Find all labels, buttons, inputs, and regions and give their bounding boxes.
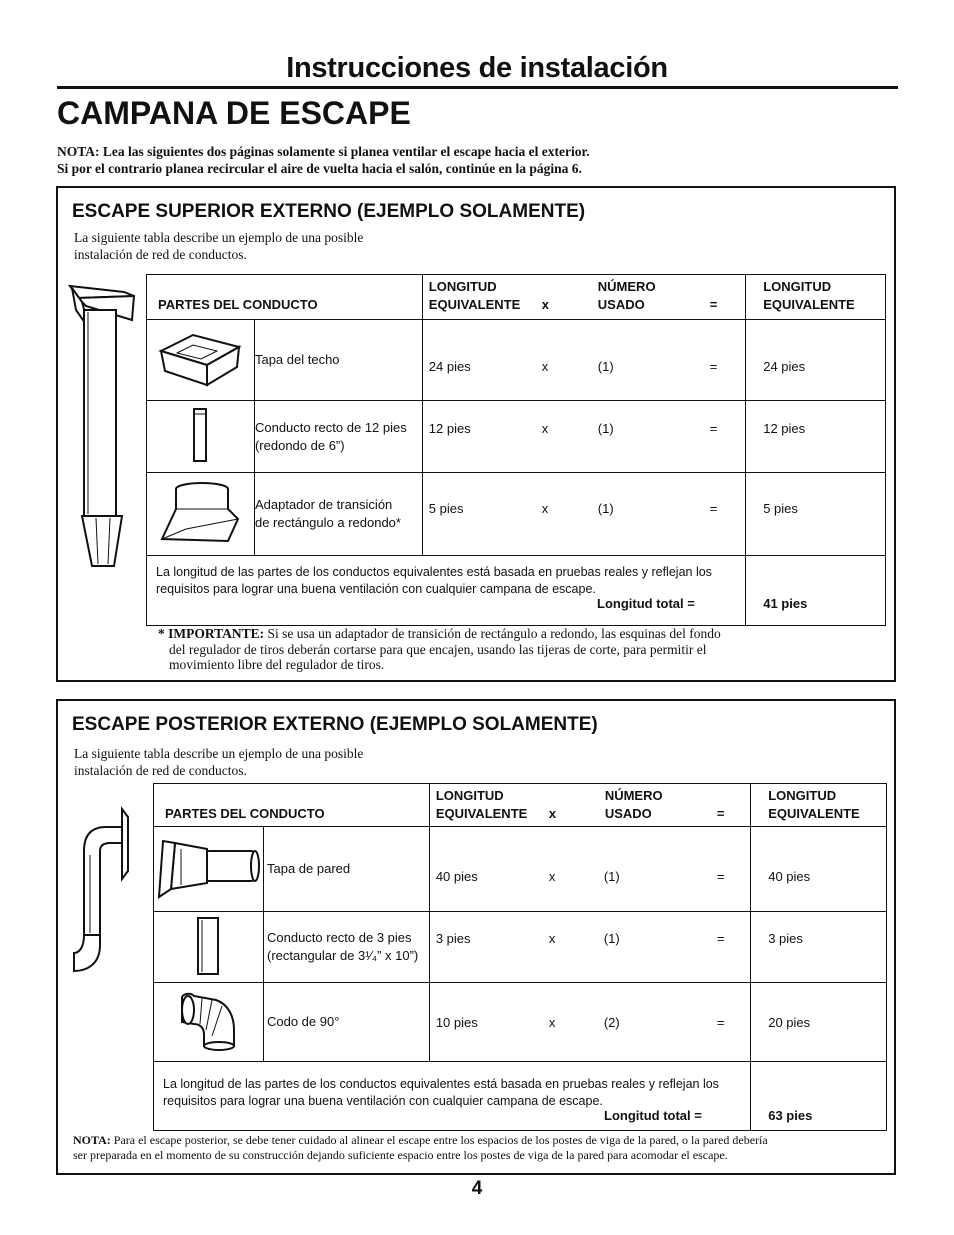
top-section-title: ESCAPE SUPERIOR EXTERNO (EJEMPLO SOLAMENTE) <box>72 201 586 222</box>
equiv-length: 3 pies <box>435 931 471 946</box>
row-total: 24 pies <box>763 359 806 374</box>
rear-duct-table <box>153 783 887 1131</box>
transition-adapter-icon <box>158 479 242 547</box>
table-row <box>147 320 886 401</box>
top-duct-table <box>146 274 886 626</box>
table-row <box>154 983 887 1062</box>
important-label: * IMPORTANTE: <box>158 626 265 641</box>
col-x-header: x <box>548 806 557 821</box>
wall-exhaust-assembly-icon <box>70 805 134 975</box>
footnote-line-2: requisitos para lograr una buena ventilación con cualquier campana de escape. <box>163 1094 603 1108</box>
table-row <box>154 912 887 983</box>
equals-sign: = <box>716 1015 725 1030</box>
part-description <box>254 473 422 556</box>
row-total: 3 pies <box>768 931 803 946</box>
equiv-length: 24 pies <box>428 359 471 374</box>
important-line-3: movimiento libre del regulador de tiros. <box>169 657 385 672</box>
important-line-1: Si se usa un adaptador de transición de rectángulo a redondo, las esquinas del fondo <box>264 626 721 641</box>
number-used: (1) <box>603 931 620 946</box>
equiv-length: 40 pies <box>435 869 478 884</box>
rect-duct-icon <box>194 914 222 978</box>
part-desc-line-1: Conducto recto de 3 pies <box>266 930 412 945</box>
top-intro-line-2: instalación de red de conductos. <box>74 247 247 262</box>
col-parts-header: PARTES DEL CONDUCTO <box>158 297 318 312</box>
rear-exhaust-section <box>56 699 896 1175</box>
rear-intro-line-1: La siguiente tabla describe un ejemplo de una posible <box>74 746 364 761</box>
col-number-header-1: NÚMERO <box>604 788 663 803</box>
table-header-row <box>154 784 887 827</box>
roof-exhaust-assembly-icon <box>66 280 140 570</box>
rear-section-title: ESCAPE POSTERIOR EXTERNO (EJEMPLO SOLAMENTE) <box>72 714 598 735</box>
elbow-icon <box>176 990 240 1052</box>
row-total: 40 pies <box>768 869 811 884</box>
page-title: CAMPANA DE ESCAPE <box>57 95 411 131</box>
col-length-header-1: LONGITUD <box>435 788 504 803</box>
col-eq-header: = <box>709 297 718 312</box>
col-total-header-1: LONGITUD <box>768 788 837 803</box>
times-sign: x <box>548 1015 556 1030</box>
part-desc-line-1: Conducto recto de 12 pies <box>254 419 407 435</box>
page-number: 4 <box>471 1178 483 1199</box>
col-total-header-1: LONGITUD <box>763 279 832 294</box>
times-sign: x <box>541 421 549 436</box>
top-exhaust-section <box>56 186 896 682</box>
important-line-2: del regulador de tiros deberán cortarse para que encajen, usando las tijeras de corte, para permitir el <box>169 641 707 657</box>
intro-note-line-1: NOTA: Lea las siguientes dos páginas solamente si planea ventilar el escape hacia el exterior. <box>57 144 590 159</box>
table-footnote <box>156 564 712 598</box>
table-footnote <box>163 1076 719 1110</box>
part-desc-line-1: Codo de 90° <box>266 1014 340 1029</box>
important-note <box>158 626 878 673</box>
col-length-header-2: EQUIVALENTE <box>428 297 521 312</box>
rear-section-intro <box>74 745 363 779</box>
col-number-header-2: USADO <box>604 806 652 821</box>
col-total-header-2: EQUIVALENTE <box>763 297 855 312</box>
times-sign: x <box>548 931 556 946</box>
number-used: (1) <box>597 359 614 374</box>
part-description <box>263 912 429 983</box>
part-description <box>254 401 422 473</box>
footnote-line-1: La longitud de las partes de los conductos equivalentes está basada en pruebas reales y reflejan los <box>156 565 712 579</box>
footnote-line-2: requisitos para lograr una buena ventilación con cualquier campana de escape. <box>156 582 596 596</box>
table-row <box>154 827 887 912</box>
row-total: 20 pies <box>768 1015 811 1030</box>
equals-sign: = <box>709 501 718 516</box>
rear-note-label: NOTA: <box>73 1133 111 1147</box>
wall-cap-icon <box>155 835 261 901</box>
col-length-header-1: LONGITUD <box>428 279 497 294</box>
table-row <box>147 401 886 473</box>
footnote-line-1: La longitud de las partes de los conductos equivalentes está basada en pruebas reales y reflejan los <box>163 1077 719 1091</box>
roof-cap-icon <box>155 329 245 389</box>
equiv-length: 12 pies <box>428 421 471 436</box>
rear-intro-line-2: instalación de red de conductos. <box>74 763 247 778</box>
straight-duct-icon <box>190 405 210 465</box>
col-number-header-1: NÚMERO <box>597 279 656 294</box>
table-footer-row <box>147 556 886 626</box>
equals-sign: = <box>716 931 725 946</box>
rear-note-line-2: ser preparada en el momento de su construcción dejando suficiente espacio entre los postes de viga de la pared para acomodar el escape. <box>73 1148 728 1162</box>
equiv-length: 5 pies <box>428 501 464 516</box>
part-desc-line-2: (rectangular de 3¹⁄₄” x 10”) <box>266 948 419 963</box>
times-sign: x <box>541 501 549 516</box>
table-footer-row <box>154 1062 887 1131</box>
total-length-label: Longitud total = <box>597 596 695 611</box>
equals-sign: = <box>716 869 725 884</box>
part-description <box>254 320 422 401</box>
equals-sign: = <box>709 359 718 374</box>
intro-note-line-2: Si por el contrario planea recircular el aire de vuelta hacia el salón, continúe en la página 6. <box>57 161 582 176</box>
total-length-label: Longitud total = <box>604 1108 702 1123</box>
times-sign: x <box>541 359 549 374</box>
top-intro-line-1: La siguiente tabla describe un ejemplo de una posible <box>74 230 364 245</box>
col-number-header-2: USADO <box>597 297 645 312</box>
equiv-length: 10 pies <box>435 1015 478 1030</box>
table-row <box>147 473 886 556</box>
part-description <box>263 983 429 1062</box>
part-desc-line-1: Tapa del techo <box>254 352 340 367</box>
col-length-header-2: EQUIVALENTE <box>435 806 528 821</box>
col-total-header-2: EQUIVALENTE <box>768 806 860 821</box>
row-total: 5 pies <box>763 501 798 516</box>
row-total: 12 pies <box>763 421 806 436</box>
number-used: (1) <box>603 869 620 884</box>
part-desc-line-1: Adaptador de transición <box>254 497 393 512</box>
rear-note <box>73 1133 885 1163</box>
part-desc-line-1: Tapa de pared <box>266 861 351 876</box>
table-header-row <box>147 275 886 320</box>
part-description <box>263 827 429 912</box>
times-sign: x <box>548 869 556 884</box>
part-desc-line-2: de rectángulo a redondo* <box>254 515 401 530</box>
col-eq-header: = <box>716 806 725 821</box>
number-used: (2) <box>603 1015 620 1030</box>
total-length-value: 63 pies <box>768 1108 813 1123</box>
part-desc-line-2: (redondo de 6”) <box>254 437 345 453</box>
equals-sign: = <box>709 421 718 436</box>
number-used: (1) <box>597 421 614 436</box>
header-title: Instrucciones de instalación <box>286 52 668 84</box>
intro-note <box>57 143 590 177</box>
top-section-intro <box>74 229 363 263</box>
number-used: (1) <box>597 501 614 516</box>
rear-note-line-1: Para el escape posterior, se debe tener cuidado al alinear el escape entre los espacios de los postes de viga de la pared, o la pared debería <box>110 1133 768 1147</box>
header-rule <box>57 86 898 89</box>
total-length-value: 41 pies <box>763 596 808 611</box>
col-parts-header: PARTES DEL CONDUCTO <box>165 806 325 821</box>
col-x-header: x <box>541 297 550 312</box>
